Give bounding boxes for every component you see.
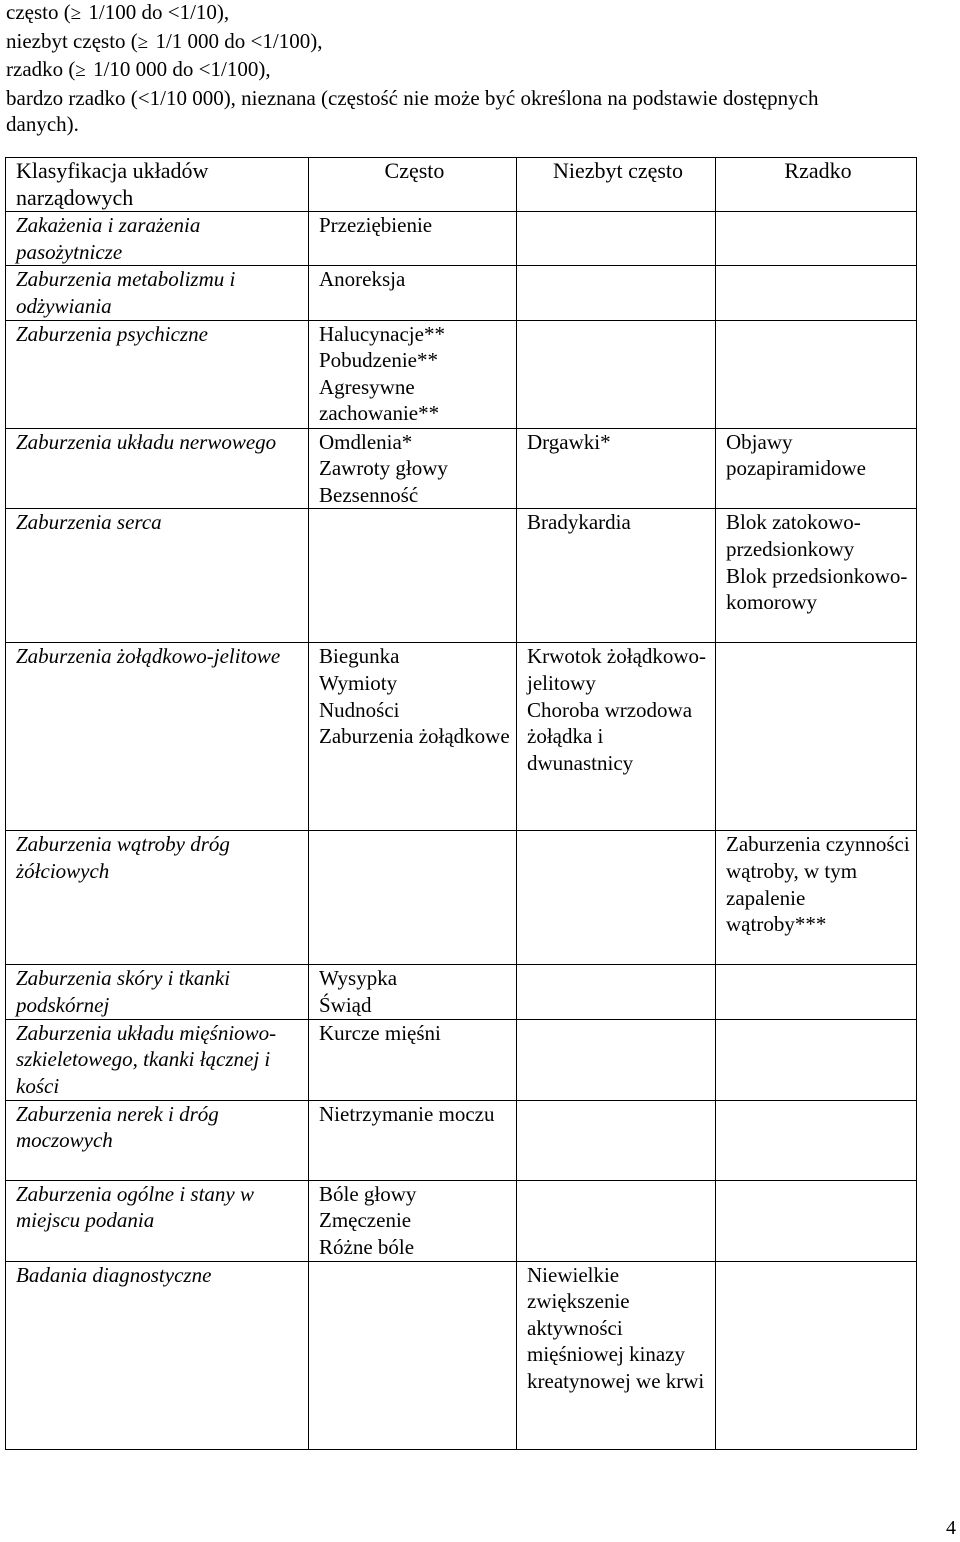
- reaction-item: Zaburzenia żołądkowe: [319, 724, 510, 749]
- table-row: [6, 1180, 917, 1261]
- organ-class-cell: Zaburzenia serca: [6, 509, 309, 643]
- uncommon-cell: [517, 1100, 716, 1180]
- organ-class-cell: Zaburzenia wątroby dróg żółciowych: [6, 831, 309, 965]
- often-cell: [309, 831, 517, 965]
- reaction-item: Zmęczenie: [319, 1208, 412, 1233]
- often-cell: [309, 965, 517, 1019]
- rare-cell: [716, 831, 917, 965]
- reaction-item: Bóle głowy: [319, 1181, 417, 1206]
- rare-cell: [716, 1019, 917, 1100]
- organ-class-cell: Zaburzenia skóry i tkanki podskórnej: [6, 965, 309, 1019]
- uncommon-cell: [517, 266, 716, 320]
- reaction-item: Objawy pozapiramidowe: [726, 429, 866, 481]
- header-common: Często: [309, 158, 517, 212]
- often-cell: [309, 643, 517, 831]
- reaction-item: Przeziębienie: [319, 213, 433, 238]
- organ-class-cell: Zaburzenia żołądkowo-jelitowe: [6, 643, 309, 831]
- reaction-item: Halucynacje**: [319, 321, 445, 346]
- often-cell: [309, 509, 517, 643]
- reaction-item: Świąd: [319, 992, 372, 1017]
- header-rare: Rzadko: [716, 158, 917, 212]
- table-row: [6, 1100, 917, 1180]
- reaction-item: Nietrzymanie moczu: [319, 1101, 495, 1126]
- reaction-item: Wymioty: [319, 670, 398, 695]
- rare-cell: [716, 509, 917, 643]
- uncommon-cell: [517, 965, 716, 1019]
- often-cell: [309, 428, 517, 509]
- often-cell: [309, 1100, 517, 1180]
- reaction-item: Zaburzenia czynności wątroby, w tym zapalenie wątroby***: [726, 832, 910, 937]
- table-row: [6, 1261, 917, 1449]
- reaction-item: Drgawki*: [527, 429, 611, 454]
- header-organ-class: Klasyfikacja układów narządowych: [6, 158, 309, 212]
- table-row: [6, 509, 917, 643]
- uncommon-cell: [517, 509, 716, 643]
- table-row: [6, 266, 917, 320]
- uncommon-cell: [517, 320, 716, 428]
- uncommon-cell: [517, 643, 716, 831]
- greater-equal-symbol: ≥: [137, 31, 149, 53]
- reaction-item: Nudności: [319, 697, 400, 722]
- table-row: [6, 320, 917, 428]
- table-body: [6, 212, 917, 1449]
- reaction-item: Choroba wrzodowa żołądka i dwunastnicy: [527, 697, 693, 775]
- greater-equal-symbol: ≥: [70, 3, 82, 24]
- reaction-item: Bradykardia: [527, 510, 631, 535]
- organ-class-cell: Zakażenia i zarażenia pasożytnicze: [6, 212, 309, 266]
- often-cell: [309, 320, 517, 428]
- often-cell: [309, 266, 517, 320]
- organ-class-cell: Zaburzenia nerek i dróg moczowych: [6, 1100, 309, 1180]
- organ-class-cell: Zaburzenia układu nerwowego: [6, 428, 309, 509]
- table-row: [6, 428, 917, 509]
- frequency-definitions: [6, 0, 946, 138]
- rare-cell: [716, 212, 917, 266]
- reaction-item: Kurcze mięśni: [319, 1020, 441, 1045]
- table-row: [6, 831, 917, 965]
- reaction-item: Biegunka: [319, 644, 400, 669]
- frequency-uncommon: niezbyt często (≥ 1/1 000 do <1/100),: [6, 28, 946, 57]
- reaction-item: Agresywne zachowanie**: [319, 374, 440, 426]
- page-number: 4: [946, 1517, 956, 1539]
- rare-cell: [716, 965, 917, 1019]
- header-uncommon: Niezbyt często: [517, 158, 716, 212]
- reaction-item: Bezsenność: [319, 482, 419, 507]
- often-cell: [309, 212, 517, 266]
- organ-class-cell: Zaburzenia układu mięśniowo-szkieletowego, tkanki łącznej i kości: [6, 1019, 309, 1100]
- organ-class-cell: Zaburzenia psychiczne: [6, 320, 309, 428]
- table-row: [6, 965, 917, 1019]
- rare-cell: [716, 1261, 917, 1449]
- reaction-item: Omdlenia*: [319, 429, 413, 454]
- uncommon-cell: [517, 1261, 716, 1449]
- uncommon-cell: [517, 831, 716, 965]
- reaction-item: Wysypka: [319, 966, 398, 991]
- often-cell: [309, 1019, 517, 1100]
- table-row: [6, 643, 917, 831]
- reaction-item: Pobudzenie**: [319, 348, 438, 373]
- reaction-item: Blok zatokowo-przedsionkowy: [726, 510, 861, 561]
- uncommon-cell: [517, 212, 716, 266]
- adverse-reactions-table: [5, 157, 917, 1450]
- frequency-common: często (≥ 1/100 do <1/10),: [6, 0, 946, 28]
- reaction-item: Blok przedsionkowo-komorowy: [726, 563, 908, 615]
- organ-class-cell: Zaburzenia metabolizmu i odżywiania: [6, 266, 309, 320]
- uncommon-cell: [517, 428, 716, 509]
- reaction-item: Anoreksja: [319, 267, 406, 292]
- table-header-row: [6, 158, 917, 212]
- table-row: [6, 212, 917, 266]
- greater-equal-symbol: ≥: [75, 60, 86, 82]
- organ-class-cell: Badania diagnostyczne: [6, 1261, 309, 1449]
- rare-cell: [716, 266, 917, 320]
- rare-cell: [716, 428, 917, 509]
- often-cell: [309, 1180, 517, 1261]
- reaction-item: Zawroty głowy: [319, 456, 448, 481]
- frequency-very-rare: bardzo rzadko (<1/10 000), nieznana (częstość nie może być określona na podstawie dostępnych: [6, 85, 819, 110]
- organ-class-cell: Zaburzenia ogólne i stany w miejscu podania: [6, 1180, 309, 1261]
- rare-cell: [716, 643, 917, 831]
- frequency-data-end: danych).: [6, 112, 79, 137]
- rare-cell: [716, 1180, 917, 1261]
- rare-cell: [716, 1100, 917, 1180]
- uncommon-cell: [517, 1019, 716, 1100]
- frequency-rare: rzadko (≥ 1/10 000 do <1/100),: [6, 56, 946, 85]
- table-row: [6, 1019, 917, 1100]
- often-cell: [309, 1261, 517, 1449]
- rare-cell: [716, 320, 917, 428]
- reaction-item: Krwotok żołądkowo-jelitowy: [527, 644, 707, 695]
- reaction-item: Różne bóle: [319, 1234, 415, 1259]
- reaction-item: Niewielkie zwiększenie aktywności mięśniowej kinazy kreatynowej we krwi: [527, 1262, 705, 1393]
- uncommon-cell: [517, 1180, 716, 1261]
